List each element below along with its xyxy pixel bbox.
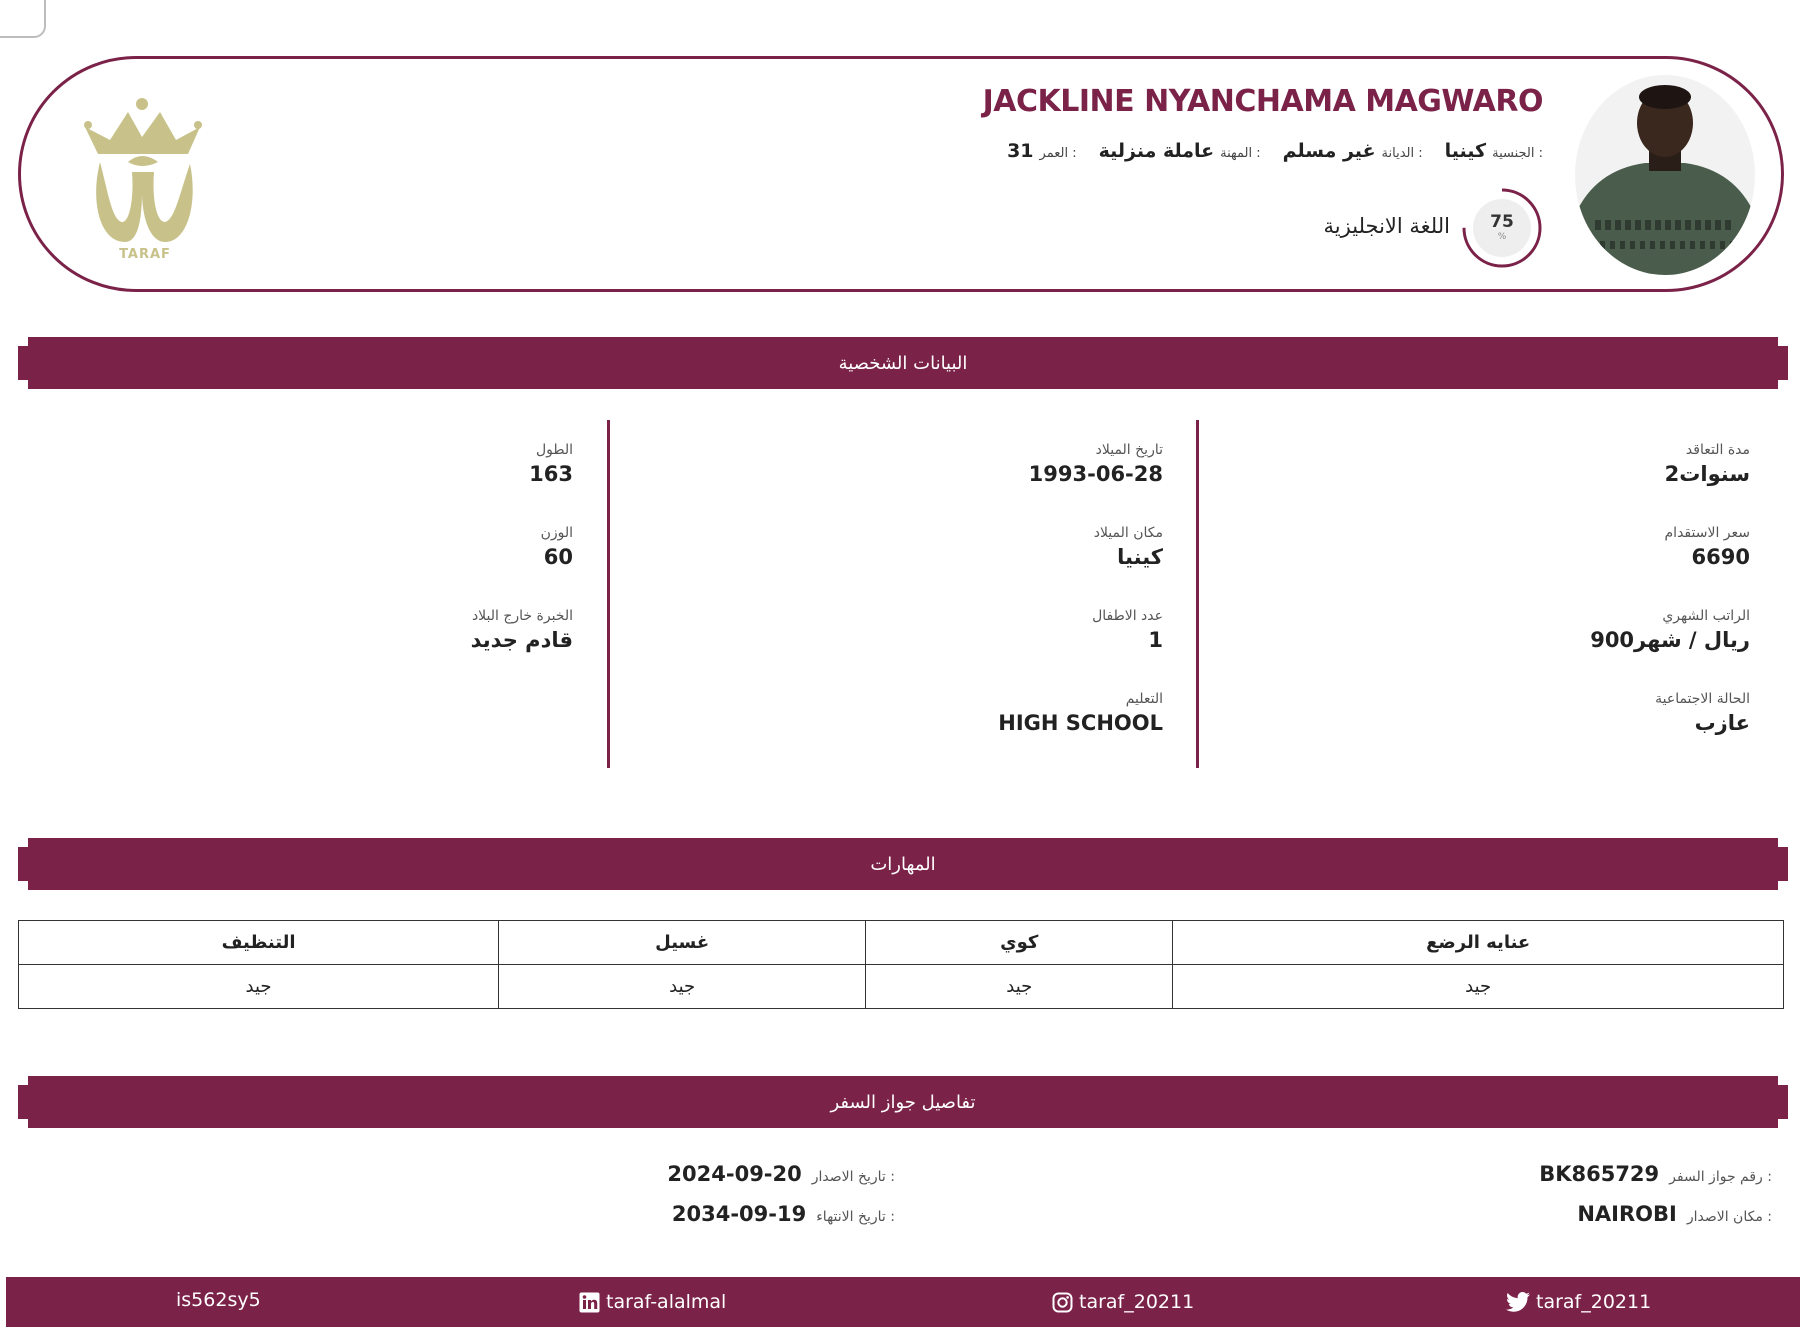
- field-value: 163: [529, 462, 573, 486]
- footer-linkedin[interactable]: [579, 1291, 726, 1313]
- skill-name: التنظيف: [19, 921, 499, 965]
- field-value: 2سنوات: [1664, 462, 1750, 486]
- skill-name: كوي: [866, 921, 1173, 965]
- field-birth-place: [1094, 525, 1163, 569]
- instagram-handle: taraf_20211: [1079, 1291, 1195, 1313]
- field-experience-abroad: [471, 608, 573, 652]
- field-value: 1993-06-28: [1028, 462, 1163, 486]
- skills-table: [18, 920, 1784, 1009]
- passport-issue-row: [667, 1162, 895, 1186]
- field-label: تاريخ الميلاد: [1095, 442, 1163, 458]
- profession-value: عاملة منزلية: [1098, 140, 1215, 162]
- skill-name: غسيل: [499, 921, 866, 965]
- linkedin-handle: taraf-alalmal: [606, 1291, 727, 1313]
- skill-level: جيد: [19, 965, 499, 1009]
- language-percent-sign: %: [1497, 232, 1507, 242]
- field-value: عازب: [1694, 711, 1750, 735]
- field-label: الطول: [535, 442, 573, 458]
- corner-button[interactable]: [0, 0, 46, 38]
- field-label: مكان الميلاد: [1093, 525, 1163, 541]
- field-weight: [541, 525, 573, 569]
- field-education: [998, 691, 1163, 735]
- field-value: 900ريال / شهر: [1590, 628, 1750, 652]
- nationality-label: الجنسية :: [1492, 146, 1543, 161]
- skills-header-row: [19, 921, 1784, 965]
- field-label: الراتب الشهري: [1662, 608, 1750, 624]
- field-value: قادم جديد: [470, 628, 573, 652]
- field-recruitment-price: [1665, 525, 1750, 569]
- field-children-count: [1092, 608, 1163, 652]
- profession-item: [1099, 140, 1261, 162]
- profession-label: المهنة :: [1220, 146, 1261, 161]
- skill-name: عنايه الرضع: [1173, 921, 1784, 965]
- passport-issue-value: 2024-09-20: [667, 1162, 802, 1186]
- taraf-logo: [80, 92, 210, 262]
- nationality-value: كينيا: [1444, 140, 1487, 162]
- skill-level: جيد: [1173, 965, 1784, 1009]
- field-value: HIGH SCHOOL: [998, 711, 1163, 735]
- passport-expiry-row: [672, 1202, 895, 1226]
- footer-twitter[interactable]: [1506, 1291, 1651, 1313]
- section-personal: [28, 337, 1778, 389]
- field-monthly-salary: [1590, 608, 1750, 652]
- column-divider: [1196, 420, 1199, 768]
- field-label: التعليم: [1125, 691, 1163, 707]
- passport-place-row: [1577, 1202, 1772, 1226]
- header-info-row: [1007, 140, 1543, 162]
- field-value: 60: [543, 545, 573, 569]
- field-label: سعر الاستقدام: [1664, 525, 1750, 541]
- field-label: الحالة الاجتماعية: [1655, 691, 1750, 707]
- passport-expiry-value: 2034-09-19: [671, 1202, 807, 1226]
- logo-text: TARAF: [119, 247, 171, 262]
- worker-photo: [1575, 75, 1755, 275]
- field-height: [529, 442, 573, 486]
- religion-label: الديانة :: [1381, 146, 1423, 161]
- footer-instagram[interactable]: [1052, 1291, 1194, 1313]
- religion-item: [1283, 140, 1423, 162]
- field-label: مدة التعاقد: [1685, 442, 1750, 458]
- twitter-icon: [1506, 1292, 1530, 1312]
- skill-level: جيد: [499, 965, 866, 1009]
- worker-name: JACKLINE NYANCHAMA MAGWARO: [982, 84, 1543, 119]
- passport-number-label: رقم جواز السفر :: [1669, 1169, 1772, 1185]
- language-label: اللغة الانجليزية: [1323, 214, 1450, 238]
- age-item: [1007, 140, 1077, 162]
- field-label: الخبرة خارج البلاد: [471, 608, 573, 624]
- language-percent: 75: [1490, 212, 1514, 232]
- passport-place-label: مكان الاصدار :: [1686, 1209, 1772, 1225]
- field-label: الوزن: [540, 525, 573, 541]
- section-personal-title: البيانات الشخصية: [838, 352, 968, 374]
- section-passport-title: تفاصيل جواز السفر: [830, 1091, 976, 1113]
- passport-number-value: BK865729: [1539, 1162, 1660, 1186]
- field-value: 6690: [1691, 545, 1750, 569]
- section-skills: [28, 838, 1778, 890]
- age-value: 31: [1007, 140, 1034, 162]
- instagram-icon: [1052, 1292, 1073, 1313]
- section-skills-title: المهارات: [870, 853, 936, 875]
- passport-place-value: NAIROBI: [1577, 1202, 1677, 1226]
- field-birth-date: [1029, 442, 1163, 486]
- reference-code: is562sy5: [176, 1289, 261, 1311]
- skills-level-row: [19, 965, 1784, 1009]
- footer-code: [176, 1289, 261, 1311]
- age-label: العمر :: [1039, 146, 1077, 161]
- twitter-handle: taraf_20211: [1536, 1291, 1652, 1313]
- field-value: كينيا: [1117, 545, 1163, 569]
- field-label: عدد الاطفال: [1092, 608, 1163, 624]
- passport-expiry-label: تاريخ الانتهاء :: [816, 1209, 895, 1225]
- religion-value: غير مسلم: [1282, 140, 1376, 162]
- field-contract-duration: [1665, 442, 1750, 486]
- linkedin-icon: [579, 1292, 600, 1313]
- nationality-item: [1445, 140, 1543, 162]
- field-value: 1: [1148, 628, 1163, 652]
- passport-number-row: [1539, 1162, 1772, 1186]
- skill-level: جيد: [866, 965, 1173, 1009]
- footer-bar: [6, 1277, 1800, 1327]
- section-passport: [28, 1076, 1778, 1128]
- column-divider: [607, 420, 610, 768]
- passport-issue-label: تاريخ الاصدار :: [811, 1169, 895, 1185]
- field-marital-status: [1655, 691, 1750, 735]
